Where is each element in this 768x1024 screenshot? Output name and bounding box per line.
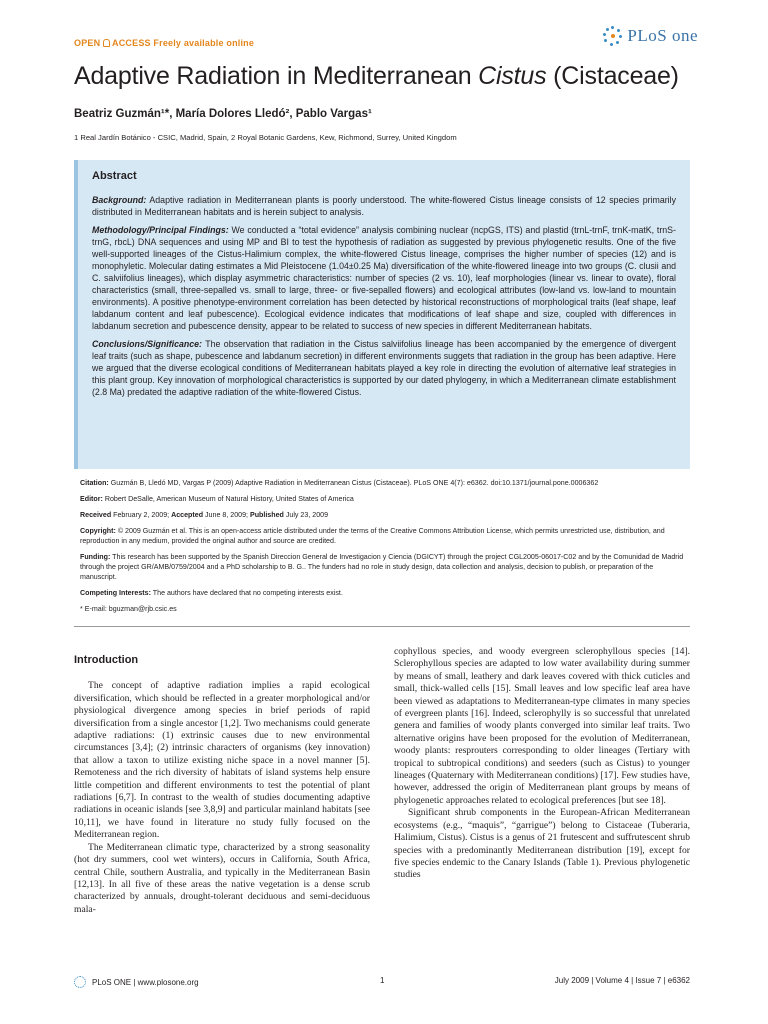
citation-label: Citation:	[80, 479, 109, 487]
competing-interests	[80, 588, 690, 598]
published-date: July 23, 2009	[283, 511, 329, 519]
open-access-label: OPEN	[74, 38, 104, 48]
page-footer	[74, 972, 690, 992]
copyright	[80, 526, 690, 546]
left-column	[74, 646, 370, 916]
copyright-label: Copyright:	[80, 527, 116, 535]
abstract-box	[74, 160, 690, 469]
plos-small-logo-icon	[74, 976, 86, 988]
dates	[80, 510, 690, 520]
funding	[80, 552, 690, 582]
background-label: Background:	[92, 195, 147, 205]
page-number: 1	[380, 976, 385, 985]
plos-logo-text: PLoS one	[627, 26, 698, 45]
conclusions-label: Conclusions/Significance:	[92, 339, 202, 349]
right-column	[394, 646, 690, 882]
affiliations: 1 Real Jardín Botánico - CSIC, Madrid, Spain, 2 Royal Botanic Gardens, Kew, Richmond, Surrey, United Kingdom	[74, 133, 457, 142]
published-label: Published	[249, 511, 284, 519]
funding-text: This research has been supported by the Spanish Direccion General de Investigacion y Ciencia (DGICYT) through the project CGL2005-06017-C02 and by the Comunidad de Madrid through the project GR/AMB/0759/2004 and a PhD scholarship to B. G.. The funders had no role in study design, data collection and analysis, decision to publish, or preparation of the manuscript.	[80, 553, 684, 581]
editor-label: Editor:	[80, 495, 103, 503]
citation	[80, 478, 690, 488]
plos-logo-icon	[603, 26, 623, 46]
copyright-text: © 2009 Guzmán et al. This is an open-access article distributed under the terms of the Creative Commons Attribution License, which permits unrestricted use, distribution, and reproduction in any medium, provided the original author and source are credited.	[80, 527, 665, 545]
conclusions-text: The observation that radiation in the Cistus salviifolius lineage has been accompanied by the emergence of divergent leaf traits (such as shape, pubescence and labdanum secretion) in different environments suggets that radiation in the group has been adaptive. Here we argued that the diverse ecological conditions of Mediterranean habitats played a key role in directing the evolution of alternative leaf strategies in this plant group. Key innovation of morphological characteristics is supported by our dated phylogeny, in which a Mediterranean climate establishment (2.8 Ma) predated the adaptive radiation of the white-flowered Cistus.	[92, 339, 676, 397]
abstract-methods	[92, 224, 676, 332]
footer-journal[interactable]: PLoS ONE | www.plosone.org	[92, 977, 199, 987]
editor	[80, 494, 690, 504]
footer-issue: July 2009 | Volume 4 | Issue 7 | e6362	[554, 976, 690, 985]
divider	[74, 626, 690, 627]
introduction-heading: Introduction	[74, 654, 139, 666]
author-list: Beatriz Guzmán¹*, María Dolores Lledó², Pablo Vargas¹	[74, 108, 372, 120]
open-access-suffix: ACCESS Freely available online	[112, 38, 255, 48]
intro-paragraph-2: The Mediterranean climatic type, characterized by a strong seasonality (hot dry summers, cool wet winters), occurs in California, South Africa, central Chile, southern Australia, and typically in the Mediterranean Basin [12,13]. In all five of these areas the native vegetation is a dense scrub characterized by annuals, drought-tolerant deciduous and semi-deciduous mala-	[74, 841, 370, 915]
accepted-date: June 8, 2009;	[203, 511, 250, 519]
article-title: Adaptive Radiation in Mediterranean Cistus (Cistaceae)	[74, 62, 679, 90]
citation-text[interactable]: Guzmán B, Lledó MD, Vargas P (2009) Adaptive Radiation in Mediterranean Cistus (Cistaceae). PLoS ONE 4(7): e6362. doi:10.1371/journal.pone.0006362	[108, 479, 599, 487]
abstract-background	[92, 194, 676, 218]
funding-label: Funding:	[80, 553, 111, 561]
plos-logo[interactable]	[603, 26, 698, 46]
abstract-conclusions	[92, 338, 676, 398]
intro-paragraph-4: Significant shrub components in the European-African Mediterranean ecosystems (e.g., “maquis”, “garrigue”) belong to Cistaceae (Tuberaria, Halimium, Cistus). Cistus is a genus of 21 frutescent and suffrutescent shrub species with a predominantly Mediterranean distribution [19], except for five species endemic to the Canary Islands (Table 1). Previous phylogenetic studies	[394, 807, 690, 881]
email[interactable]: * E-mail: bguzman@rjb.csic.es	[80, 605, 177, 613]
editor-text: Robert DeSalle, American Museum of Natural History, United States of America	[102, 495, 354, 503]
footer-left	[74, 976, 199, 988]
methods-text: We conducted a “total evidence” analysis combining nuclear (ncpGS, ITS) and plastid (trnL-trnF, trnK-matK, trnS-trnG, rbcL) DNA sequences and using MP and BI to test the hypothesis of radiation as suggested by previous phylogenetic results. One of the five well-supported lineages of the Cistus-Halimium complex, the white-flowered Cistus lineage, comprises the higher number of species (12) and is monophyletic. Molecular dating estimates a Mid Pleistocene (1.04±0.25 Ma) diversification of the white-flowered lineage into two groups (C. clusii and C. salviifolius lineages), which display asymmetric characteristics: number of species (2 vs. 10), leaf morphologies (linear vs. linear to ovate), floral characteristics (small, three-sepalled vs. small to large, three- or five-sepalled flowers) and ecological attributes (low-land vs. low-land to mountain environments). A positive phenotype-environment correlation has been detected by historical reconstructions of morphological traits (leaf shape, leaf labdanum content and leaf pubescence). Ecological evidence indicates that modifications of leaf shape and size, coupled with differences in labdanum secretion and pubescence density, appear to be related to success of new species in different Mediterranean habitats.	[92, 225, 676, 331]
competing-label: Competing Interests:	[80, 589, 151, 597]
methods-label: Methodology/Principal Findings:	[92, 225, 229, 235]
open-access-banner	[74, 38, 254, 48]
abstract-heading: Abstract	[92, 170, 137, 182]
accepted-label: Accepted	[171, 511, 204, 519]
article-metadata	[80, 478, 690, 620]
intro-paragraph-3: cophyllous species, and woody evergreen sclerophyllous species [14]. Sclerophyllous species are adapted to low water availability during summer by means of small, leathery and dark leaves covered with thick cuticles and small, thick-walled cells [15]. Small leaves and low specific leaf area have been viewed as adaptations to Mediterranean-type climates in many species of evergreen plants [16]. Indeed, sclerophylly is so successful that unrelated genera and families of woody plants converged into similar leaf traits. Two alternative origins have been proposed for the evolution of Mediterranean, woody plants: resprouters corresponding to older lineages (Tertiary with tropical to subtropical conditions) and seeders (such as Cistus) to younger lineages (Quaternary with Mediterranean conditions) [17]. Few studies have, however, addressed the origin of Mediterranean plant groups by means of phylogenetic approaches related to ecological preferences [but see 18].	[394, 646, 690, 806]
received-date: February 2, 2009;	[111, 511, 172, 519]
received-label: Received	[80, 511, 112, 519]
background-text: Adaptive radiation in Mediterranean plants is poorly understood. The white-flowered Cistus lineage consists of 12 species primarily distributed in Mediterranean habitats and is herein subject to analysis.	[92, 195, 676, 217]
competing-text: The authors have declared that no competing interests exist.	[150, 589, 343, 597]
open-access-lock-icon	[103, 39, 110, 47]
intro-paragraph-1: The concept of adaptive radiation implies a rapid ecological diversification, which should be reflected in a greater morphological and/or physiological divergence among species in brief periods of rapid diversification from a single ancestor [1,2]. Two mechanisms could generate adaptive radiations: (1) extrinsic causes due to new environmental circumstances [3,4]; (2) intrinsic characters of organisms (key innovation) that allow a taxon to utilize existing niche space in a novel manner [5]. Remoteness and the rich diversity of habitats of island systems help ensure little competition and different environments to test the potential of plant radiations [6,7]. In contrast to the wealth of studies documenting adaptive radiations in oceanic islands [see 3,8,9] and particular mainland habitats [see 10,11], we have found in literature no study fully focused on the Mediterranean region.	[74, 680, 370, 841]
